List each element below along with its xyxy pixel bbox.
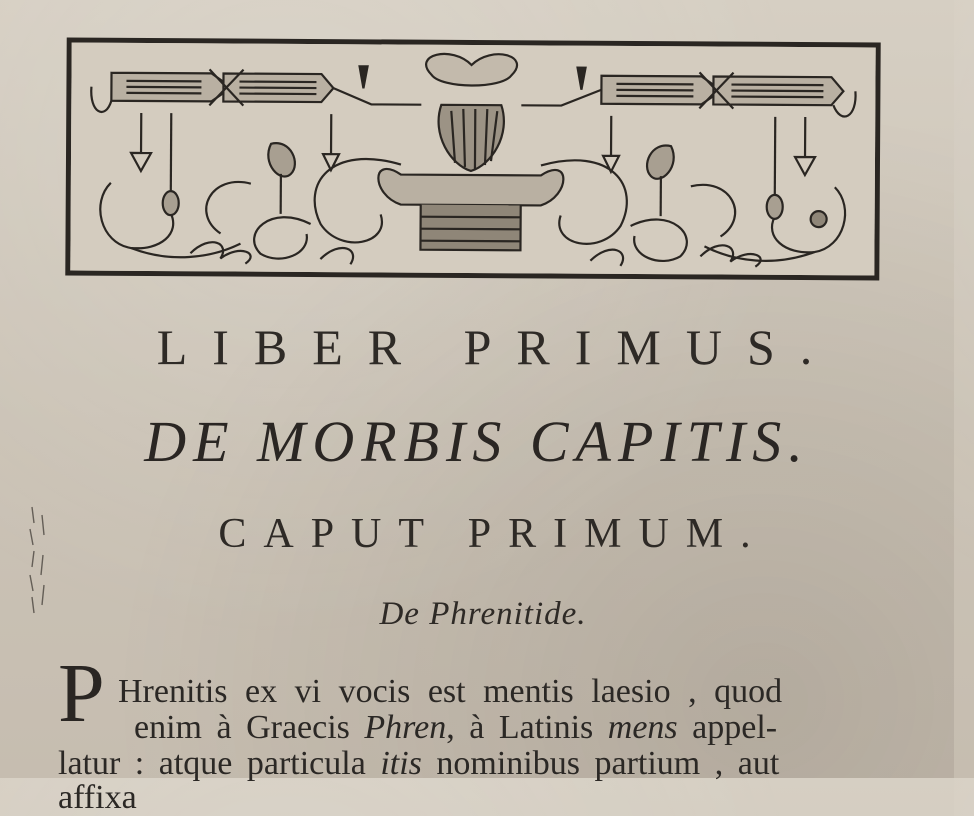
text-line-4: affixa <box>58 780 137 816</box>
woodcut-headpiece <box>65 38 880 281</box>
book-heading: LIBER PRIMUS. <box>0 318 974 376</box>
section-subtitle: De Phrenitide. <box>0 596 960 633</box>
text-line-2: enim à Graecis Phren, à Latinis mens appel- <box>134 710 777 746</box>
topic-heading: DE MORBIS CAPITIS. <box>0 408 954 475</box>
page-edge-stitching-icon <box>24 505 52 615</box>
text-line-1: Hrenitis ex vi vocis est mentis laesio , quod <box>118 674 782 710</box>
text-line-3: latur : atque particula itis nominibus partium , aut <box>58 746 779 782</box>
woodcut-headpiece-icon <box>70 43 875 276</box>
chapter-heading: CAPUT PRIMUM. <box>0 510 970 558</box>
drop-cap: P <box>58 652 105 736</box>
